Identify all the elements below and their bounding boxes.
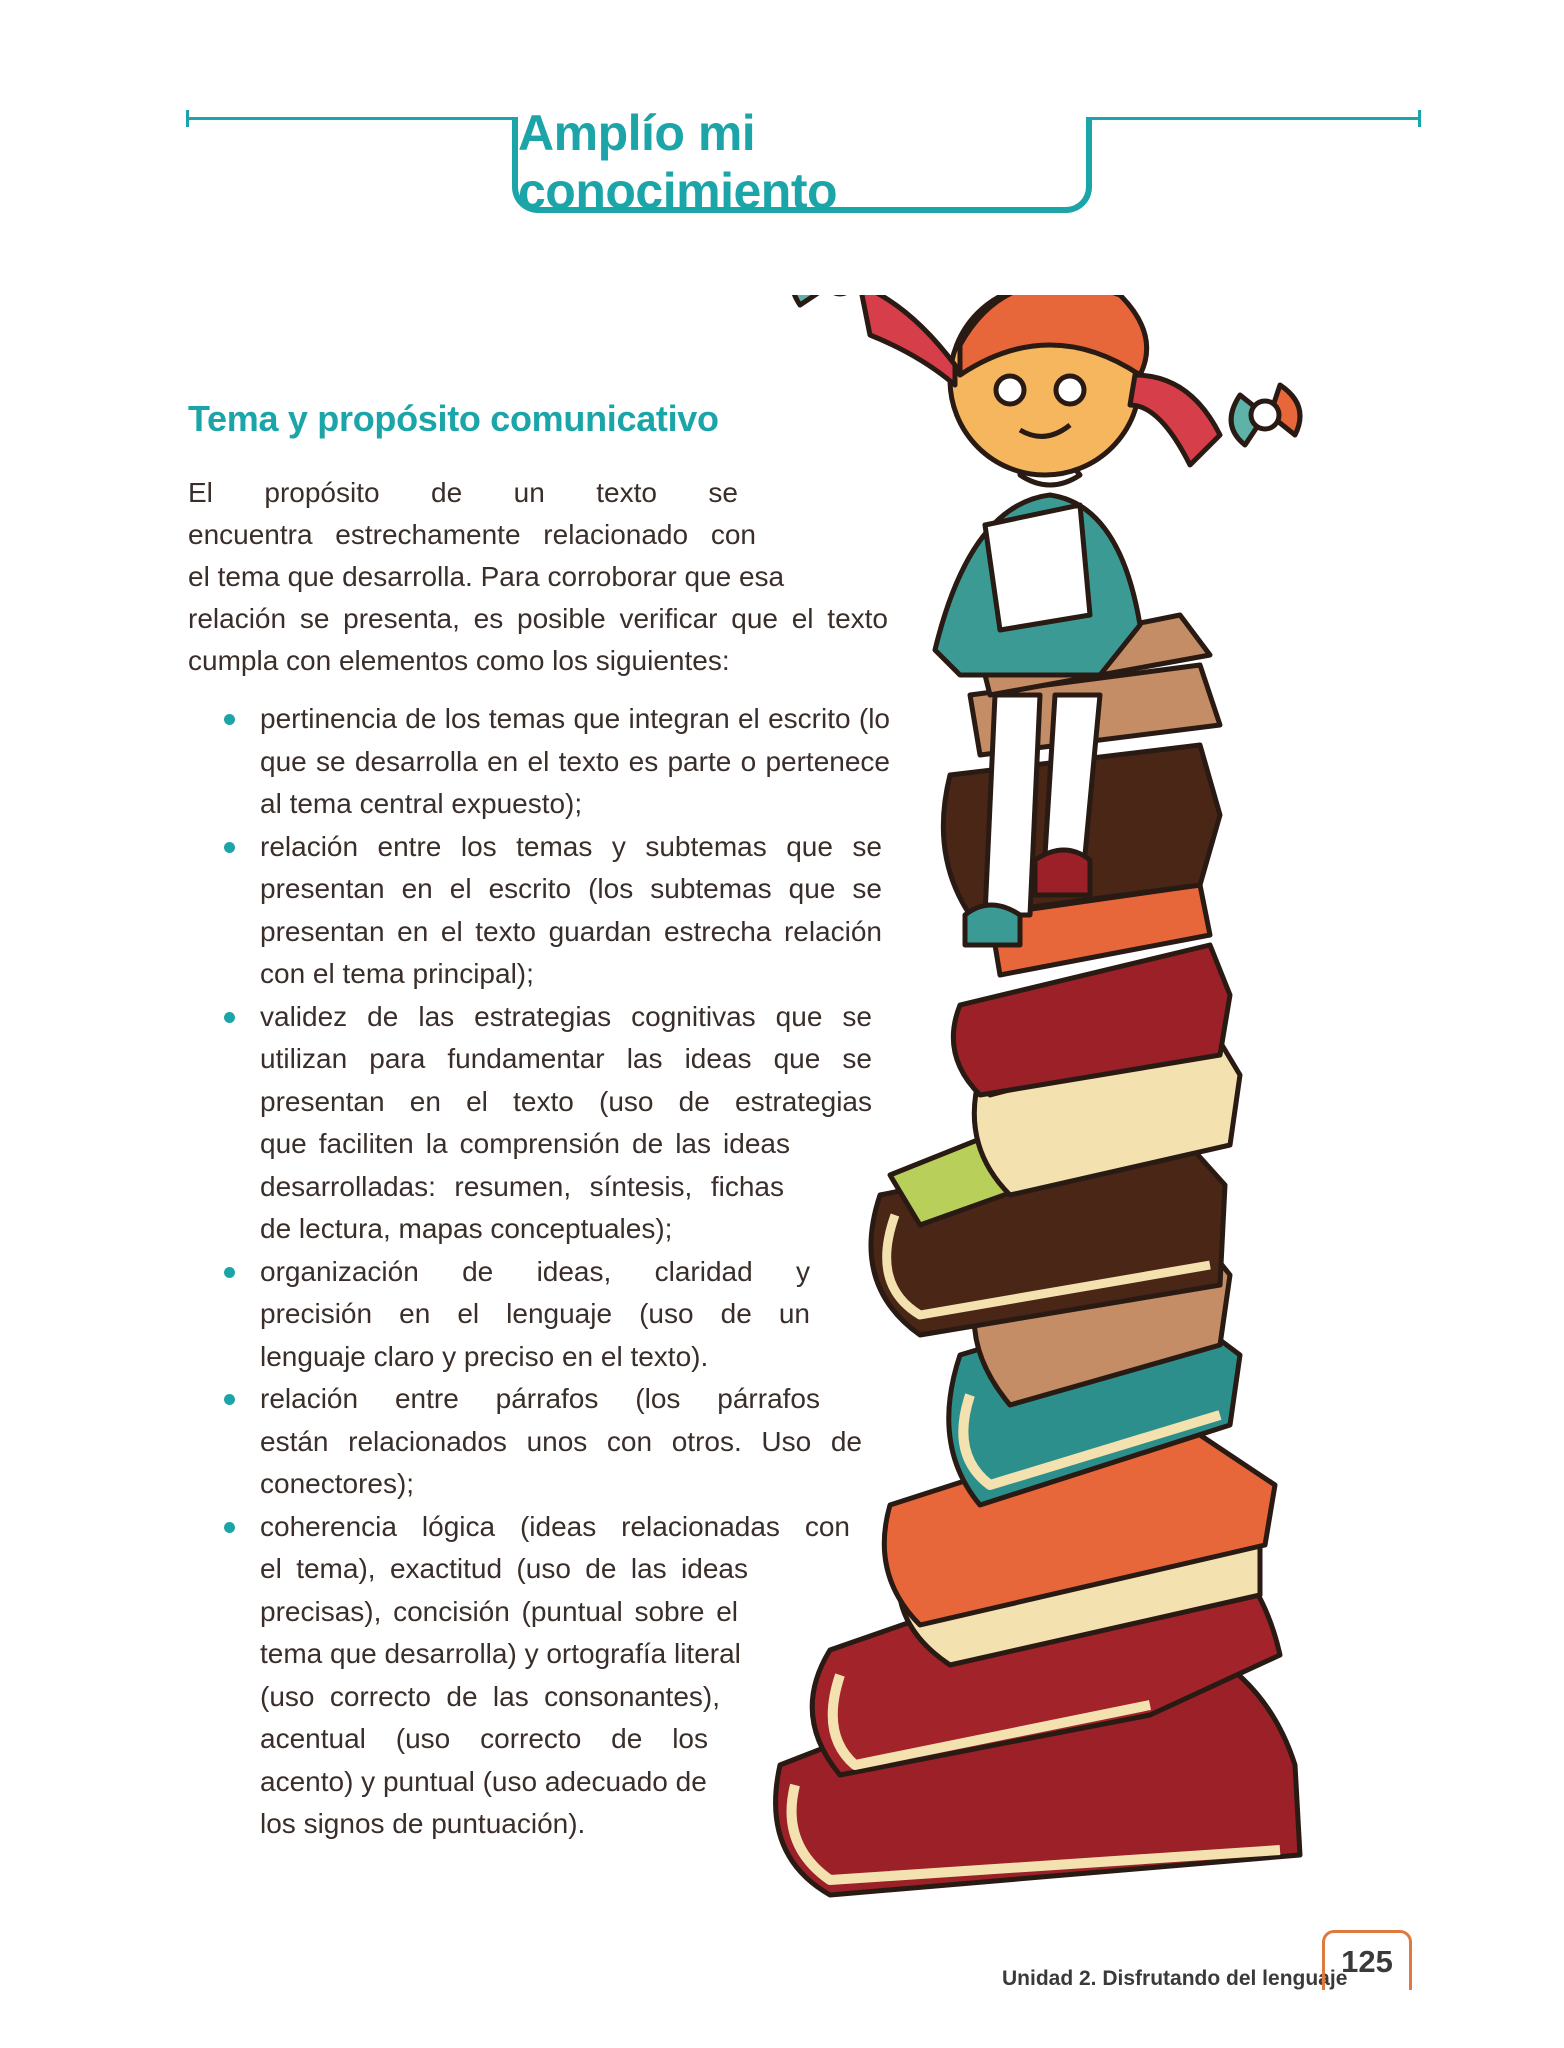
list-item-line: los signos de puntuación). bbox=[260, 1808, 586, 1839]
list-item-line: precisión en el lenguaje (uso de un bbox=[260, 1298, 810, 1329]
bullet-dot-icon bbox=[224, 1394, 235, 1405]
header-banner bbox=[512, 105, 1092, 219]
list-item-line: conectores); bbox=[260, 1468, 415, 1499]
list-item-line: tema que desarrolla) y ortografía literal bbox=[260, 1638, 741, 1669]
list-item-line: pertinencia de los temas que integran el escrito (lo bbox=[260, 703, 890, 734]
list-item-line: precisas), concisión (puntual sobre el bbox=[260, 1595, 738, 1627]
list-item-line: el tema), exactitud (uso de las ideas bbox=[260, 1553, 748, 1584]
list-item-line: relación entre párrafos (los párrafos bbox=[260, 1383, 820, 1414]
list-item-line: validez de las estrategias cognitivas que se bbox=[260, 1000, 872, 1032]
list-item-line: que se desarrolla en el texto es parte o pertenece bbox=[260, 745, 890, 777]
list-item-line: acentual (uso correcto de los bbox=[260, 1723, 708, 1754]
list-item-line: coherencia lógica (ideas relacionadas con bbox=[260, 1510, 850, 1542]
page-title: Amplío mi conocimiento bbox=[518, 105, 838, 219]
bullet-dot-icon bbox=[224, 1267, 235, 1278]
list-item-line: lenguaje claro y preciso en el texto). bbox=[260, 1340, 709, 1372]
page-number: 125 bbox=[1322, 1930, 1412, 1990]
list-item-line: que faciliten la comprensión de las ideas bbox=[260, 1128, 790, 1159]
list-item-line: con el tema principal); bbox=[260, 958, 534, 989]
intro-line: el tema que desarrolla. Para corroborar que esa bbox=[188, 561, 785, 592]
list-item-line: desarrolladas: resumen, síntesis, fichas bbox=[260, 1170, 784, 1202]
section-title: Tema y propósito comunicativo bbox=[188, 398, 719, 439]
list-item-line: presentan en el escrito (los subtemas que se bbox=[260, 873, 882, 904]
bullet-dot-icon bbox=[224, 1522, 235, 1533]
list-item-line: presentan en el texto (uso de estrategias bbox=[260, 1085, 872, 1117]
intro-line: El propósito de un texto se bbox=[188, 477, 738, 508]
bullet-dot-icon bbox=[224, 714, 235, 725]
list-item-line: de lectura, mapas conceptuales); bbox=[260, 1213, 673, 1244]
bullet-dot-icon bbox=[224, 1012, 235, 1023]
intro-line: encuentra estrechamente relacionado con bbox=[188, 519, 756, 550]
header-rule-tick-left bbox=[186, 110, 189, 127]
list-item-line: están relacionados unos con otros. Uso de bbox=[260, 1425, 862, 1457]
list-item-line: utilizan para fundamentar las ideas que se bbox=[260, 1043, 872, 1074]
intro-line: relación se presenta, es posible verificar que el texto bbox=[188, 603, 888, 634]
list-item-line: relación entre los temas y subtemas que se bbox=[260, 830, 882, 862]
footer-unit-label: Unidad 2. Disfrutando del lenguaje bbox=[1002, 1967, 1348, 1990]
header-rule-tick-right bbox=[1418, 110, 1421, 127]
intro-line: cumpla con elementos como los siguientes: bbox=[188, 645, 730, 676]
bullet-dot-icon bbox=[224, 842, 235, 853]
list-item-line: presentan en el texto guardan estrecha relación bbox=[260, 915, 882, 947]
girl-reading-on-books-illustration bbox=[720, 295, 1360, 1915]
list-item-line: acento) y puntual (uso adecuado de bbox=[260, 1765, 707, 1797]
list-item-line: (uso correcto de las consonantes), bbox=[260, 1680, 720, 1712]
list-item-line: organización de ideas, claridad y bbox=[260, 1255, 810, 1287]
list-item-line: al tema central expuesto); bbox=[260, 788, 583, 819]
